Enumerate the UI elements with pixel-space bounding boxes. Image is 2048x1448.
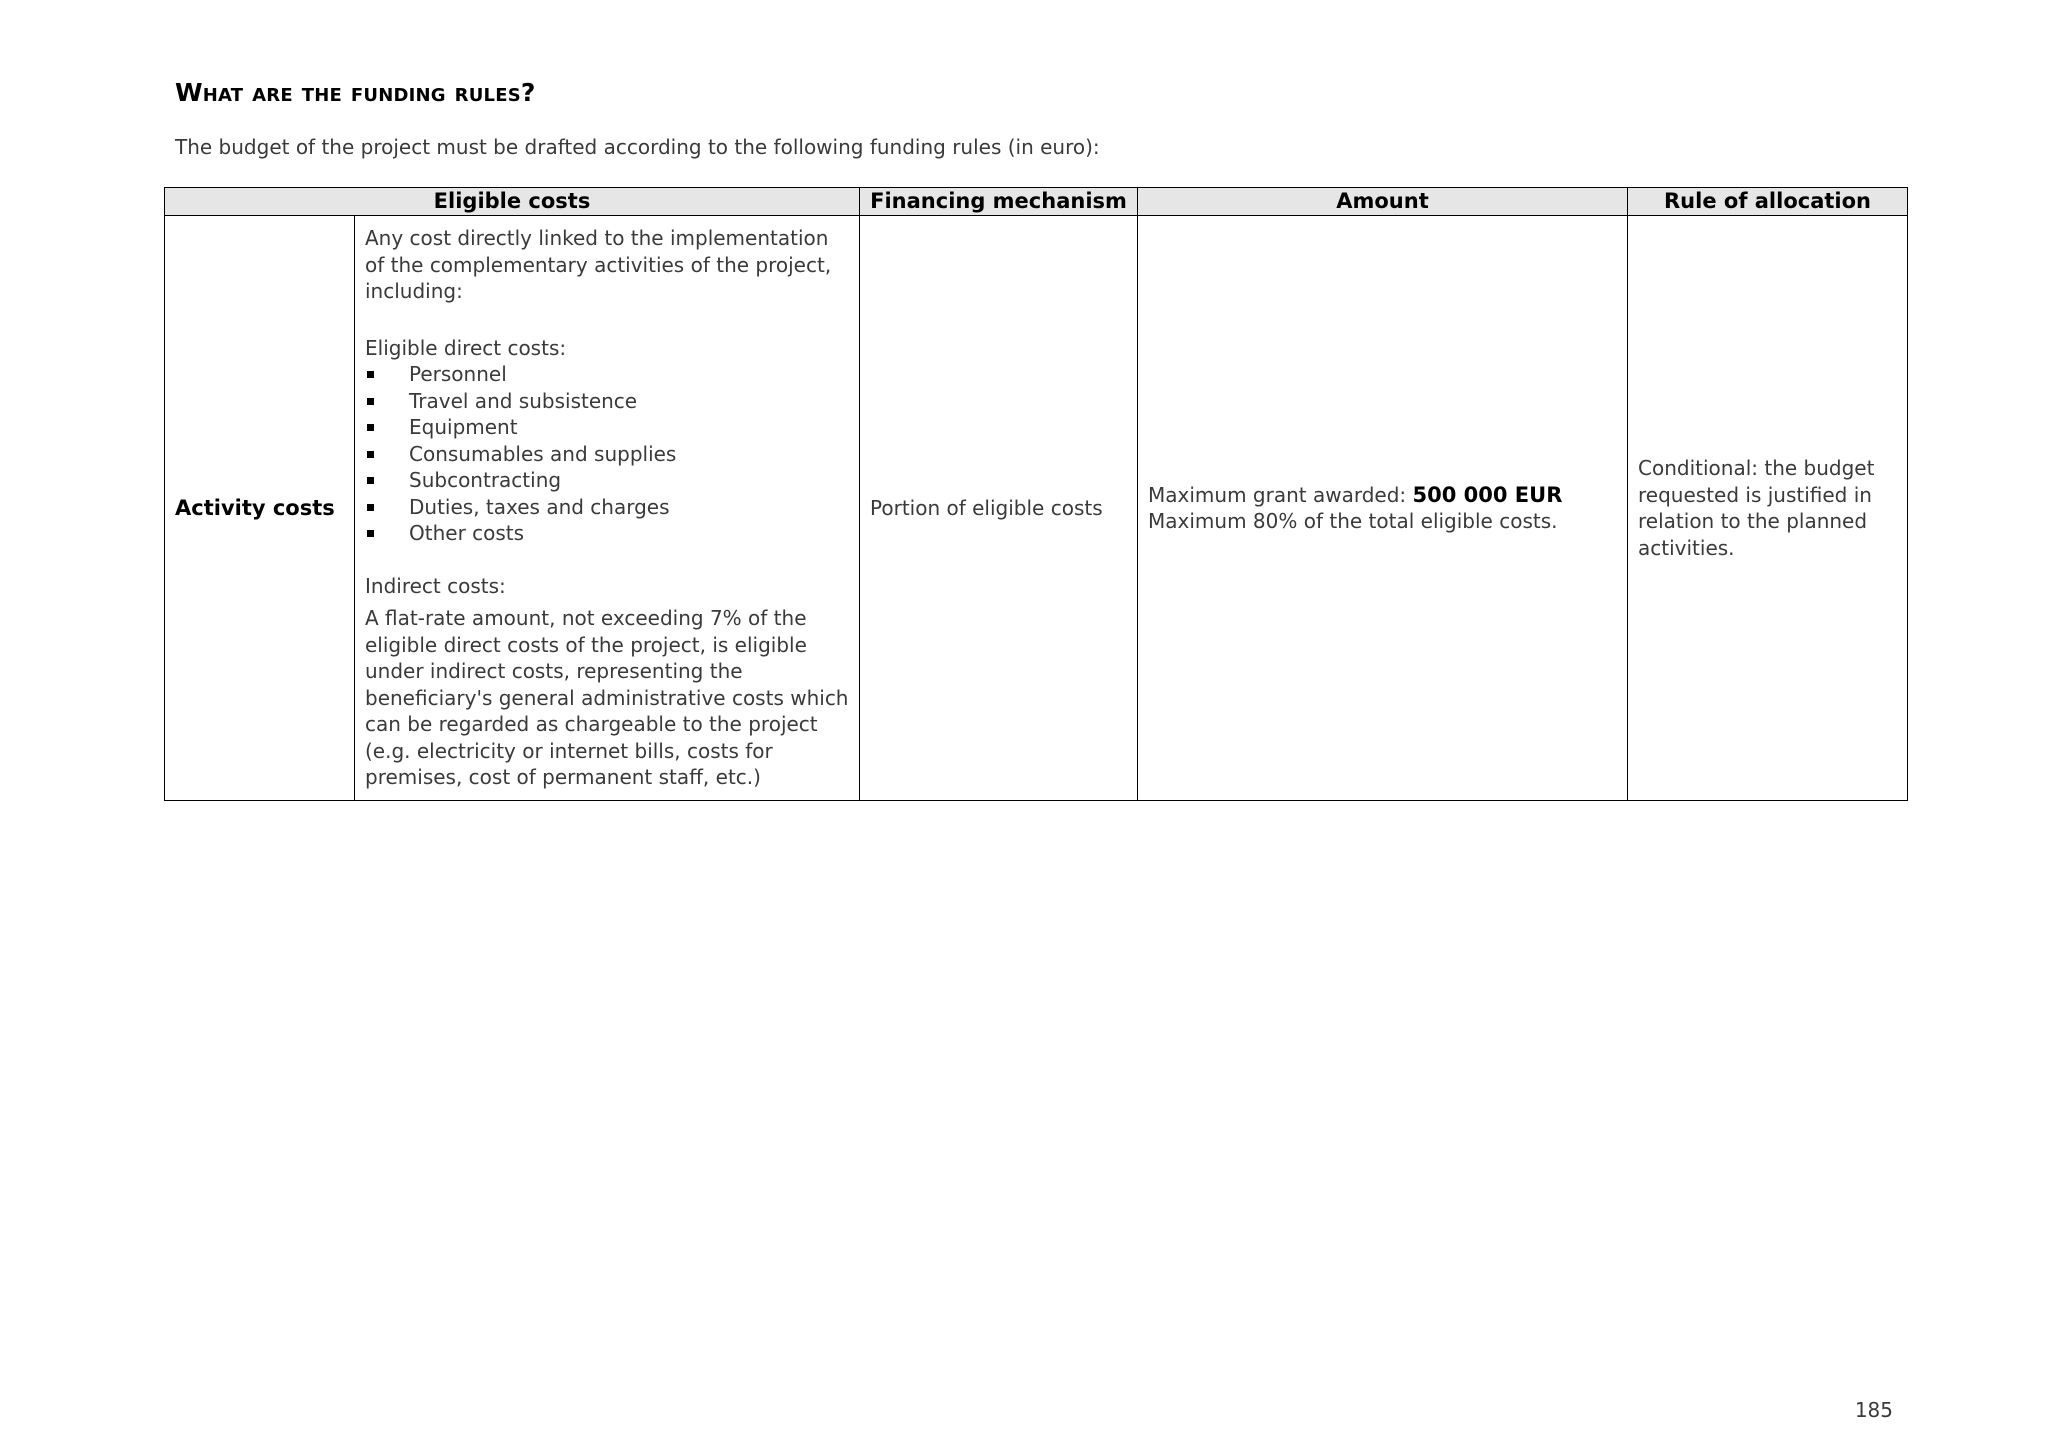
amount-label: Maximum grant awarded: (1148, 482, 1407, 507)
amount-value: 500 000 EUR (1412, 482, 1563, 507)
funding-rules-table (164, 187, 1908, 801)
list-item: Personnel (365, 361, 849, 388)
square-bullet-icon (367, 530, 374, 537)
square-bullet-icon (367, 451, 374, 458)
page-heading: What are the funding rules? (175, 78, 536, 107)
square-bullet-icon (367, 371, 374, 378)
direct-costs-heading: Eligible direct costs: (365, 335, 567, 360)
square-bullet-icon (367, 504, 374, 511)
table-header-row (165, 188, 1908, 216)
financing-mechanism-cell: Portion of eligible costs (860, 216, 1138, 801)
table-row (165, 216, 1908, 801)
indirect-costs-text: A flat-rate amount, not exceeding 7% of the eligible direct costs of the project, is eligible under indirect costs, representing the beneficiary's general administrative costs which can be regarded as chargeable to the project (e.g. electricity or internet bills, costs for premises, cost of permanent staff, etc.) (365, 606, 849, 790)
square-bullet-icon (367, 398, 374, 405)
intro-text: The budget of the project must be drafted according to the following funding rules (in euro): (175, 135, 1100, 159)
list-item: Duties, taxes and charges (365, 494, 849, 521)
amount-note: Maximum 80% of the total eligible costs. (1148, 509, 1558, 533)
header-rule-of-allocation: Rule of allocation (1628, 188, 1908, 216)
header-eligible-costs: Eligible costs (165, 188, 860, 216)
header-financing-mechanism: Financing mechanism (860, 188, 1138, 216)
header-amount: Amount (1138, 188, 1628, 216)
page-number: 185 (1854, 1398, 1893, 1422)
description-intro: Any cost directly linked to the implementation of the complementary activities of the project, including: (365, 226, 832, 304)
amount-cell (1138, 216, 1628, 801)
direct-costs-list (365, 361, 849, 547)
list-item: Travel and subsistence (365, 388, 849, 415)
eligible-costs-description (355, 216, 860, 801)
row-label-activity-costs: Activity costs (165, 216, 355, 801)
rule-of-allocation-cell: Conditional: the budget requested is justified in relation to the planned activities. (1628, 216, 1908, 801)
list-item: Consumables and supplies (365, 441, 849, 468)
list-item: Subcontracting (365, 467, 849, 494)
list-item: Other costs (365, 520, 849, 547)
square-bullet-icon (367, 477, 374, 484)
list-item: Equipment (365, 414, 849, 441)
square-bullet-icon (367, 424, 374, 431)
amount-line (1148, 482, 1617, 509)
indirect-costs-heading: Indirect costs: (365, 573, 506, 598)
